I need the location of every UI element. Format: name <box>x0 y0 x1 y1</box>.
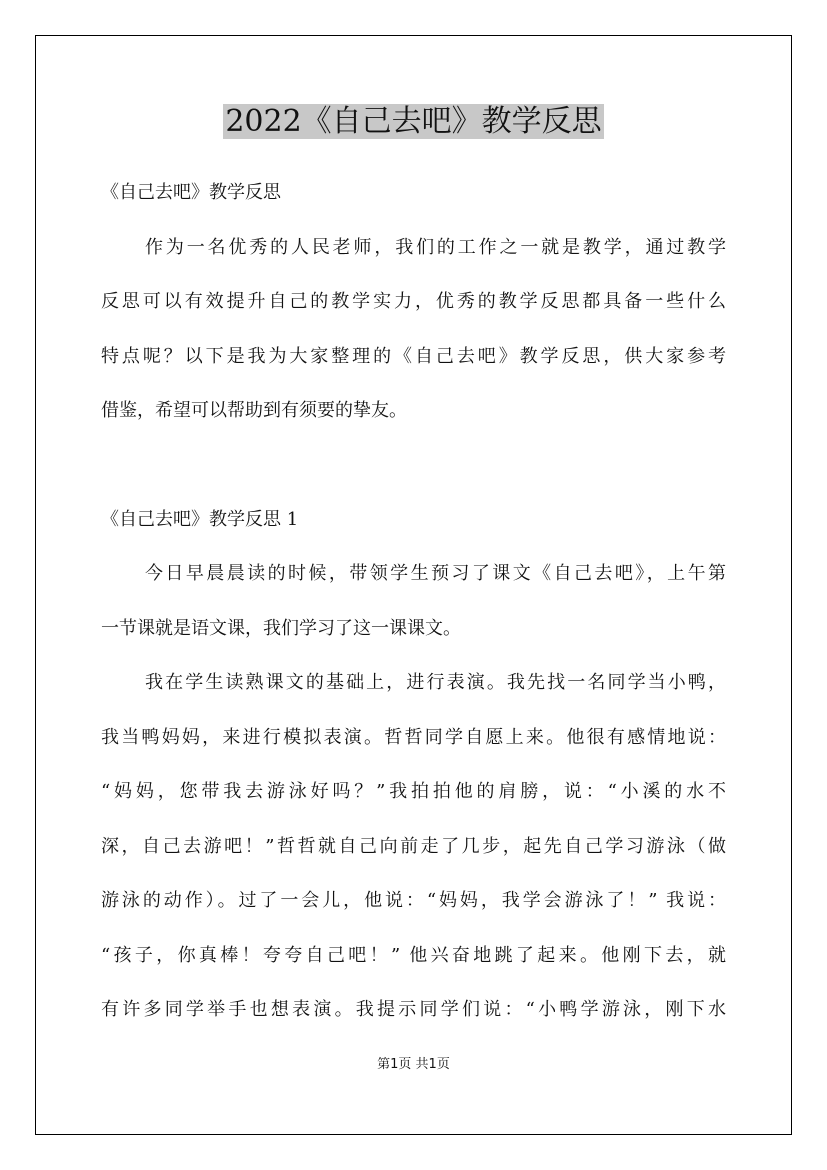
intro-line: 特点呢？以下是我为大家整理的《自己去吧》教学反思，供大家参考 <box>101 346 726 367</box>
para1-line: 今日早晨晨读的时候，带领学生预习了课文《自己去吧》，上午第 <box>145 563 726 584</box>
para2-line: 深，自己去游吧！”哲哲就自己向前走了几步，起先自己学习游泳（做 <box>101 836 726 857</box>
para2-line: 有许多同学举手也想表演。我提示同学们说：“小鸭学游泳，刚下水 <box>101 999 726 1020</box>
para2-line: 游泳的动作）。过了一会儿，他说：“妈妈，我学会游泳了！” 我说： <box>101 890 726 911</box>
para1-line: 一节课就是语文课，我们学习了这一课课文。 <box>101 618 461 639</box>
intro-line: 反思可以有效提升自己的教学实力，优秀的教学反思都具备一些什么 <box>101 291 726 312</box>
para2-line: “妈妈，您带我去游泳好吗？”我拍拍他的肩膀，说：“小溪的水不 <box>101 781 726 802</box>
para2-line: 我当鸭妈妈，来进行模拟表演。哲哲同学自愿上来。他很有感情地说： <box>101 727 726 748</box>
para2-line: “孩子，你真棒！夸夸自己吧！” 他兴奋地跳了起来。他刚下去，就 <box>101 945 726 966</box>
page-footer: 第1页 共1页 <box>377 1057 450 1072</box>
para2-line: 我在学生读熟课文的基础上，进行表演。我先找一名同学当小鸭， <box>145 672 726 693</box>
section1-heading: 《自己去吧》教学反思 1 <box>101 509 299 530</box>
document-title: 2022《自己去吧》教学反思 <box>225 104 602 139</box>
intro-heading: 《自己去吧》教学反思 <box>101 182 281 203</box>
intro-line: 作为一名优秀的人民老师，我们的工作之一就是教学，通过教学 <box>145 237 726 258</box>
intro-line: 借鉴，希望可以帮助到有须要的挚友。 <box>101 400 407 421</box>
